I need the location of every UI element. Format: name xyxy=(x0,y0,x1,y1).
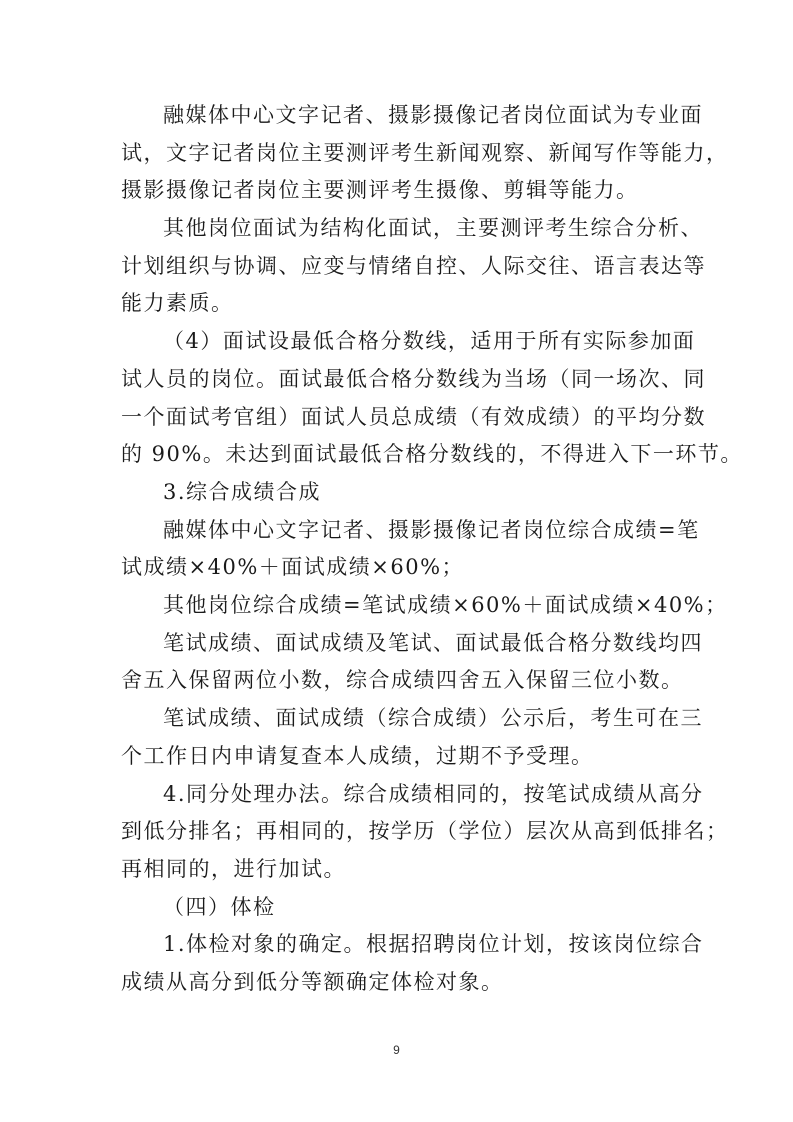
text-line: 笔试成绩、面试成绩（综合成绩）公示后，考生可在三 xyxy=(163,706,703,730)
text-line: （4）面试设最低合格分数线，适用于所有实际参加面 xyxy=(163,329,696,353)
formula-line: 试成绩×40%＋面试成绩×60%； xyxy=(121,555,465,579)
text-line: 成绩从高分到低分等额确定体检对象。 xyxy=(121,970,504,994)
text-line: 计划组织与协调、应变与情绪自控、人际交往、语言表达等 xyxy=(121,254,706,278)
text-line: 的 90%。未达到面试最低合格分数线的，不得进入下一环节。 xyxy=(121,442,743,466)
section-heading: （四）体检 xyxy=(163,895,276,919)
text-line: 1.体检对象的确定。根据招聘岗位计划，按该岗位综合 xyxy=(163,932,704,956)
text-line: 笔试成绩、面试成绩及笔试、面试最低合格分数线均四 xyxy=(163,631,703,655)
text-line: 融媒体中心文字记者、摄影摄像记者岗位综合成绩=笔 xyxy=(163,518,700,542)
text-line: 试，文字记者岗位主要测评考生新闻观察、新闻写作等能力， xyxy=(121,141,729,165)
page-number: 9 xyxy=(393,1043,400,1057)
section-heading: 3.综合成绩合成 xyxy=(163,480,322,504)
text-line: 舍五入保留两位小数，综合成绩四舍五入保留三位小数。 xyxy=(121,668,684,692)
text-line: 一个面试考官组）面试人员总成绩（有效成绩）的平均分数 xyxy=(121,405,706,429)
text-line: 融媒体中心文字记者、摄影摄像记者岗位面试为专业面 xyxy=(163,103,703,127)
text-line: 其他岗位面试为结构化面试，主要测评考生综合分析、 xyxy=(163,216,703,240)
text-line: 能力素质。 xyxy=(121,291,234,315)
text-line: 到低分排名；再相同的，按学历（学位）层次从高到低排名； xyxy=(121,819,729,843)
text-line: 试人员的岗位。面试最低合格分数线为当场（同一场次、同 xyxy=(121,367,706,391)
text-line: 再相同的，进行加试。 xyxy=(121,857,346,881)
text-line: 个工作日内申请复查本人成绩，过期不予受理。 xyxy=(121,744,594,768)
formula-line: 其他岗位综合成绩=笔试成绩×60%＋面试成绩×40%； xyxy=(163,593,728,617)
text-line: 摄影摄像记者岗位主要测评考生摄像、剪辑等能力。 xyxy=(121,178,639,202)
section-heading: 4.同分处理办法。综合成绩相同的，按笔试成绩从高分 xyxy=(163,782,704,806)
